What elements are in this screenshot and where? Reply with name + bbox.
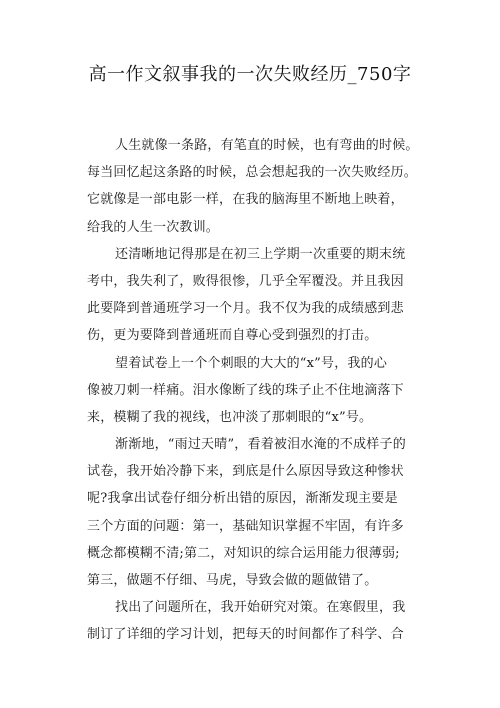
text-line: 人生就像一条路，有笔直的时候，也有弯曲的时候。 (115, 138, 419, 153)
text-line: 试卷，我开始冷静下来，到底是什么原因导致这种惨状 (87, 464, 404, 480)
text-line: 制订了详细的学习计划，把每天的时间都作了科学、合 (87, 627, 404, 643)
text-line: 呢?我拿出试卷仔细分析出错的原因，渐渐发现主要是 (87, 491, 398, 507)
text-line: 伤，更为要降到普通班而自尊心受到强烈的打击。 (87, 328, 378, 344)
document-title: 高一作文叙事我的一次失败经历_750字 (88, 64, 412, 85)
text-line: 三个方面的问题：第一，基础知识掌握不牢固，有许多 (87, 518, 404, 534)
text-line: 第三，做题不仔细、马虎，导致会做的题做错了。 (87, 573, 378, 588)
text-line: 给我的人生一次教训。 (87, 219, 220, 235)
document-body (87, 132, 427, 649)
text-line: 找出了问题所在，我开始研究对策。在寒假里，我 (115, 600, 406, 616)
paragraph-1 (87, 132, 427, 241)
paragraph-3 (87, 350, 427, 432)
text-line: 来，模糊了我的视线，也冲淡了那刺眼的“x”号。 (87, 409, 373, 425)
paragraph-2 (87, 241, 427, 350)
text-line: 此要降到普通班学习一个月。我不仅为我的成绩感到悲 (87, 301, 404, 317)
text-line: 渐渐地，“雨过天晴”，看着被泪水淹的不成样子的 (115, 437, 406, 453)
text-line: 还清晰地记得那是在初三上学期一次重要的期末统 (115, 246, 406, 262)
paragraph-4 (87, 431, 427, 594)
text-line: 考中，我失利了，败得很惨，几乎全军覆没。并且我因 (87, 273, 404, 289)
text-line: 望着试卷上一个个刺眼的大大的“x”号，我的心 (115, 355, 388, 371)
text-line: 概念都模糊不清;第二，对知识的综合运用能力很薄弱; (87, 545, 400, 561)
text-line: 它就像是一部电影一样，在我的脑海里不断地上映着， (87, 192, 404, 208)
text-line: 每当回忆起这条路的时候，总会想起我的一次失败经历。 (87, 165, 418, 181)
paragraph-5 (87, 594, 427, 648)
text-line: 像被刀刺一样痛。泪水像断了线的珠子止不住地滴落下 (87, 382, 404, 398)
